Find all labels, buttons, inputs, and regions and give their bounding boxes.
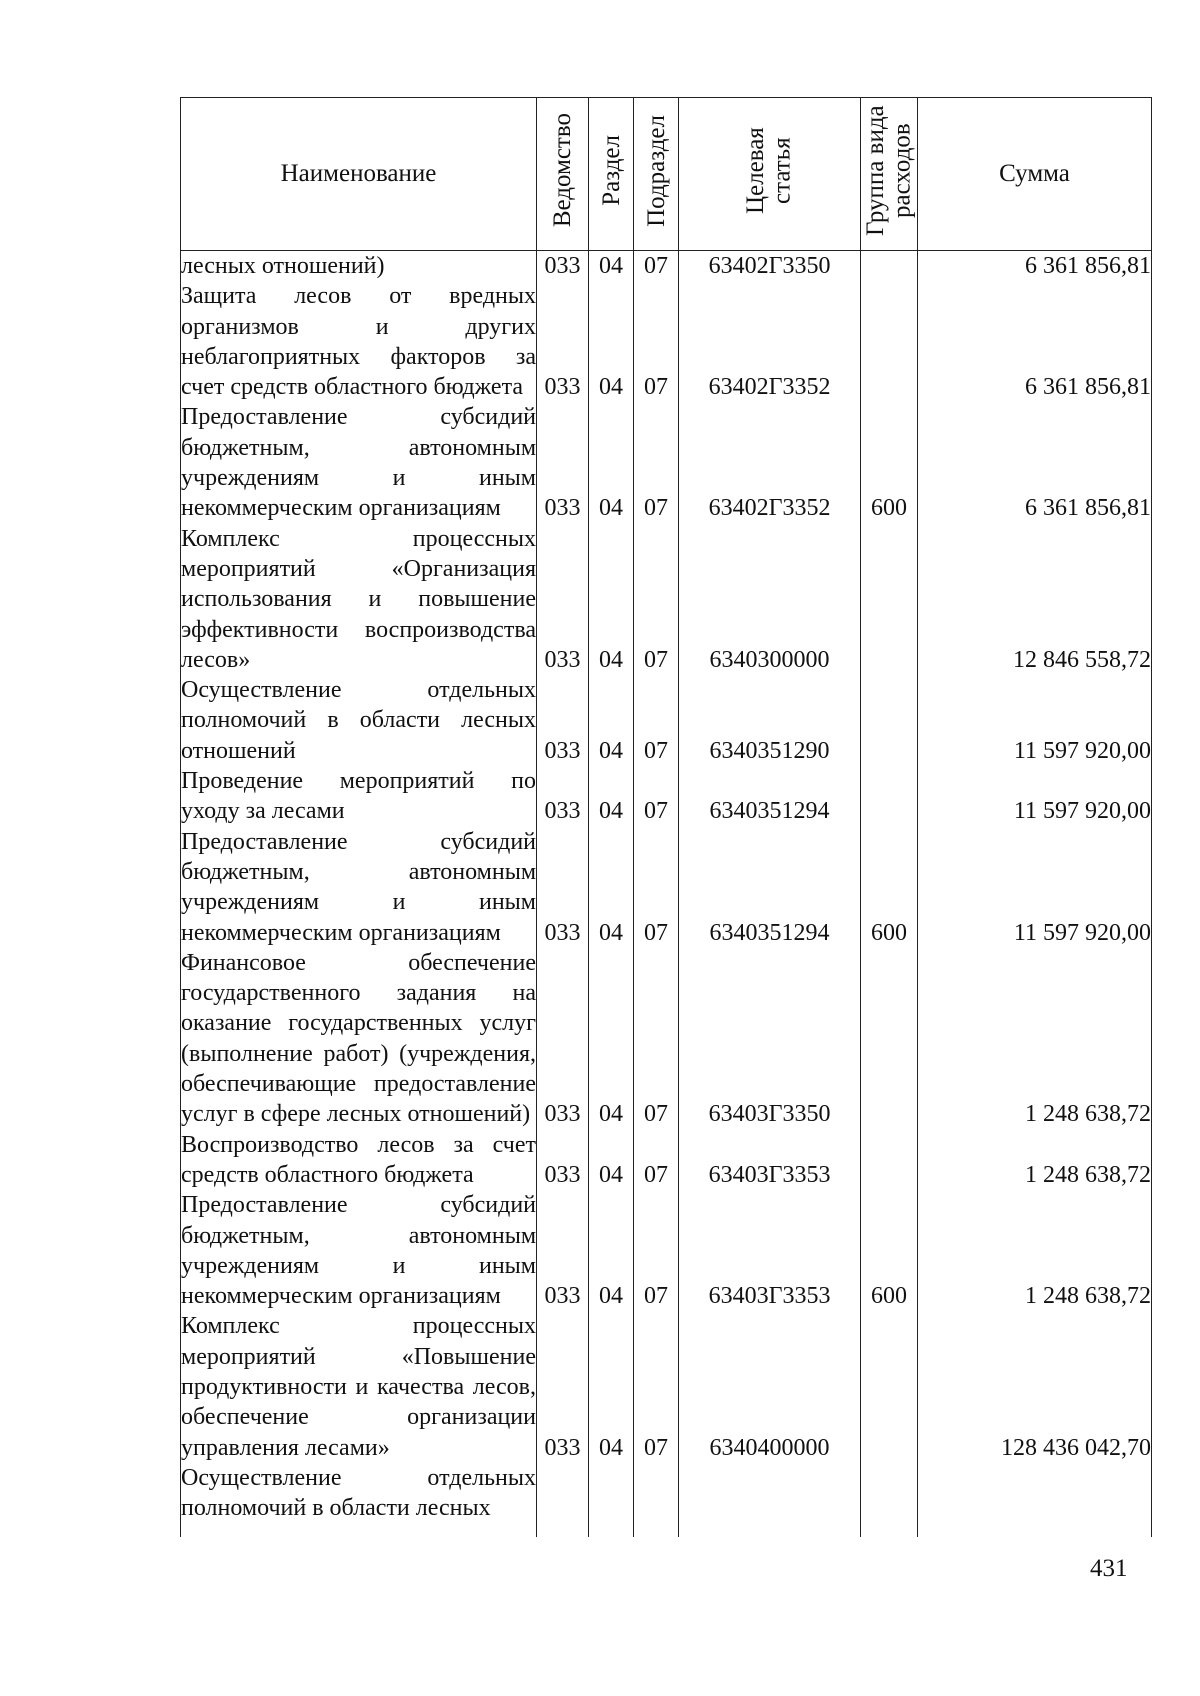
header-row [181,98,1152,251]
row-sum: 1 248 638,72 [918,1130,1152,1191]
table-row [181,251,1152,282]
row-target-article: 6340400000 [679,1311,861,1462]
row-subsection: 07 [634,827,679,948]
header-sum: Сумма [918,98,1152,251]
row-expense-group [861,948,918,1130]
row-name: Предоставление субсидий бюджетным, автономным учреждениям и иным некоммерческим организациям [181,827,537,948]
header-section: Раздел [589,98,634,251]
row-expense-group [861,675,918,766]
page-number: 431 [1090,1555,1128,1582]
row-name: Осуществление отдельных полномочий в области лесных [181,1463,537,1524]
row-department: 033 [537,251,589,282]
row-subsection: 07 [634,1130,679,1191]
table-row [181,524,1152,675]
row-expense-group [861,524,918,675]
row-name: Воспроизводство лесов за счет средств областного бюджета [181,1130,537,1191]
row-name: Предоставление субсидий бюджетным, автономным учреждениям и иным некоммерческим организациям [181,402,537,523]
row-section: 04 [589,1190,634,1311]
header-expense-group: Группа вида расходов [861,98,918,251]
row-section: 04 [589,1311,634,1462]
row-sum: 128 436 042,70 [918,1311,1152,1462]
row-target-article: 63403Г3350 [679,948,861,1130]
row-target-article: 6340351290 [679,675,861,766]
row-name: Осуществление отдельных полномочий в области лесных отношений [181,675,537,766]
row-subsection: 07 [634,766,679,827]
row-department [537,1463,589,1524]
row-subsection: 07 [634,1190,679,1311]
row-name: Предоставление субсидий бюджетным, автономным учреждениям и иным некоммерческим организациям [181,1190,537,1311]
table-row [181,1463,1152,1524]
row-section: 04 [589,827,634,948]
row-target-article: 63403Г3353 [679,1190,861,1311]
row-name: Комплекс процессных мероприятий «Организация использования и повышение эффективности воспроизводства лесов» [181,524,537,675]
row-target-article [679,1463,861,1524]
row-expense-group [861,1130,918,1191]
row-name: Комплекс процессных мероприятий «Повышение продуктивности и качества лесов, обеспечение организации управления лесами» [181,1311,537,1462]
row-expense-group [861,766,918,827]
row-expense-group [861,251,918,282]
table-row [181,281,1152,402]
row-target-article: 6340351294 [679,827,861,948]
row-name: Проведение мероприятий по уходу за лесами [181,766,537,827]
table-row [181,1311,1152,1462]
row-expense-group [861,281,918,402]
row-department: 033 [537,948,589,1130]
row-name: лесных отношений) [181,251,537,282]
row-subsection: 07 [634,1311,679,1462]
row-section: 04 [589,948,634,1130]
row-section: 04 [589,281,634,402]
row-department: 033 [537,281,589,402]
row-sum: 11 597 920,00 [918,827,1152,948]
row-sum: 6 361 856,81 [918,281,1152,402]
row-target-article: 63402Г3352 [679,402,861,523]
row-sum: 11 597 920,00 [918,766,1152,827]
header-name: Наименование [181,98,537,251]
row-department: 033 [537,827,589,948]
row-section: 04 [589,402,634,523]
row-expense-group: 600 [861,827,918,948]
row-section: 04 [589,675,634,766]
row-department: 033 [537,766,589,827]
row-subsection: 07 [634,948,679,1130]
row-section: 04 [589,524,634,675]
table-row [181,402,1152,523]
row-target-article: 63402Г3350 [679,251,861,282]
row-sum: 11 597 920,00 [918,675,1152,766]
row-department: 033 [537,524,589,675]
row-sum [918,1463,1152,1524]
row-subsection: 07 [634,251,679,282]
row-subsection: 07 [634,524,679,675]
table-row [181,948,1152,1130]
table-row [181,766,1152,827]
table-row [181,1190,1152,1311]
row-expense-group [861,1463,918,1524]
row-expense-group: 600 [861,1190,918,1311]
row-sum: 1 248 638,72 [918,948,1152,1130]
row-target-article: 6340351294 [679,766,861,827]
row-section: 04 [589,766,634,827]
header-department: Ведомство [537,98,589,251]
row-section: 04 [589,1130,634,1191]
row-department: 033 [537,675,589,766]
row-sum: 6 361 856,81 [918,402,1152,523]
row-section: 04 [589,251,634,282]
row-target-article: 63403Г3353 [679,1130,861,1191]
row-sum: 6 361 856,81 [918,251,1152,282]
row-target-article: 63402Г3352 [679,281,861,402]
row-subsection: 07 [634,402,679,523]
row-name: Финансовое обеспечение государственного задания на оказание государственных услуг (выполнение работ) (учреждения, обеспечивающие предоставление услуг в сфере лесных отношений) [181,948,537,1130]
row-department: 033 [537,1130,589,1191]
row-name: Защита лесов от вредных организмов и других неблагоприятных факторов за счет средств областного бюджета [181,281,537,402]
row-target-article: 6340300000 [679,524,861,675]
row-department: 033 [537,402,589,523]
row-subsection [634,1463,679,1524]
header-subsection: Подраздел [634,98,679,251]
row-section [589,1463,634,1524]
table-row [181,675,1152,766]
table-continuation [181,1523,1152,1537]
table-row [181,827,1152,948]
table-row [181,1130,1152,1191]
header-target-article: Целевая статья [679,98,861,251]
row-subsection: 07 [634,675,679,766]
row-subsection: 07 [634,281,679,402]
row-department: 033 [537,1190,589,1311]
row-sum: 12 846 558,72 [918,524,1152,675]
budget-table [180,97,1152,1537]
row-sum: 1 248 638,72 [918,1190,1152,1311]
row-expense-group: 600 [861,402,918,523]
row-expense-group [861,1311,918,1462]
row-department: 033 [537,1311,589,1462]
